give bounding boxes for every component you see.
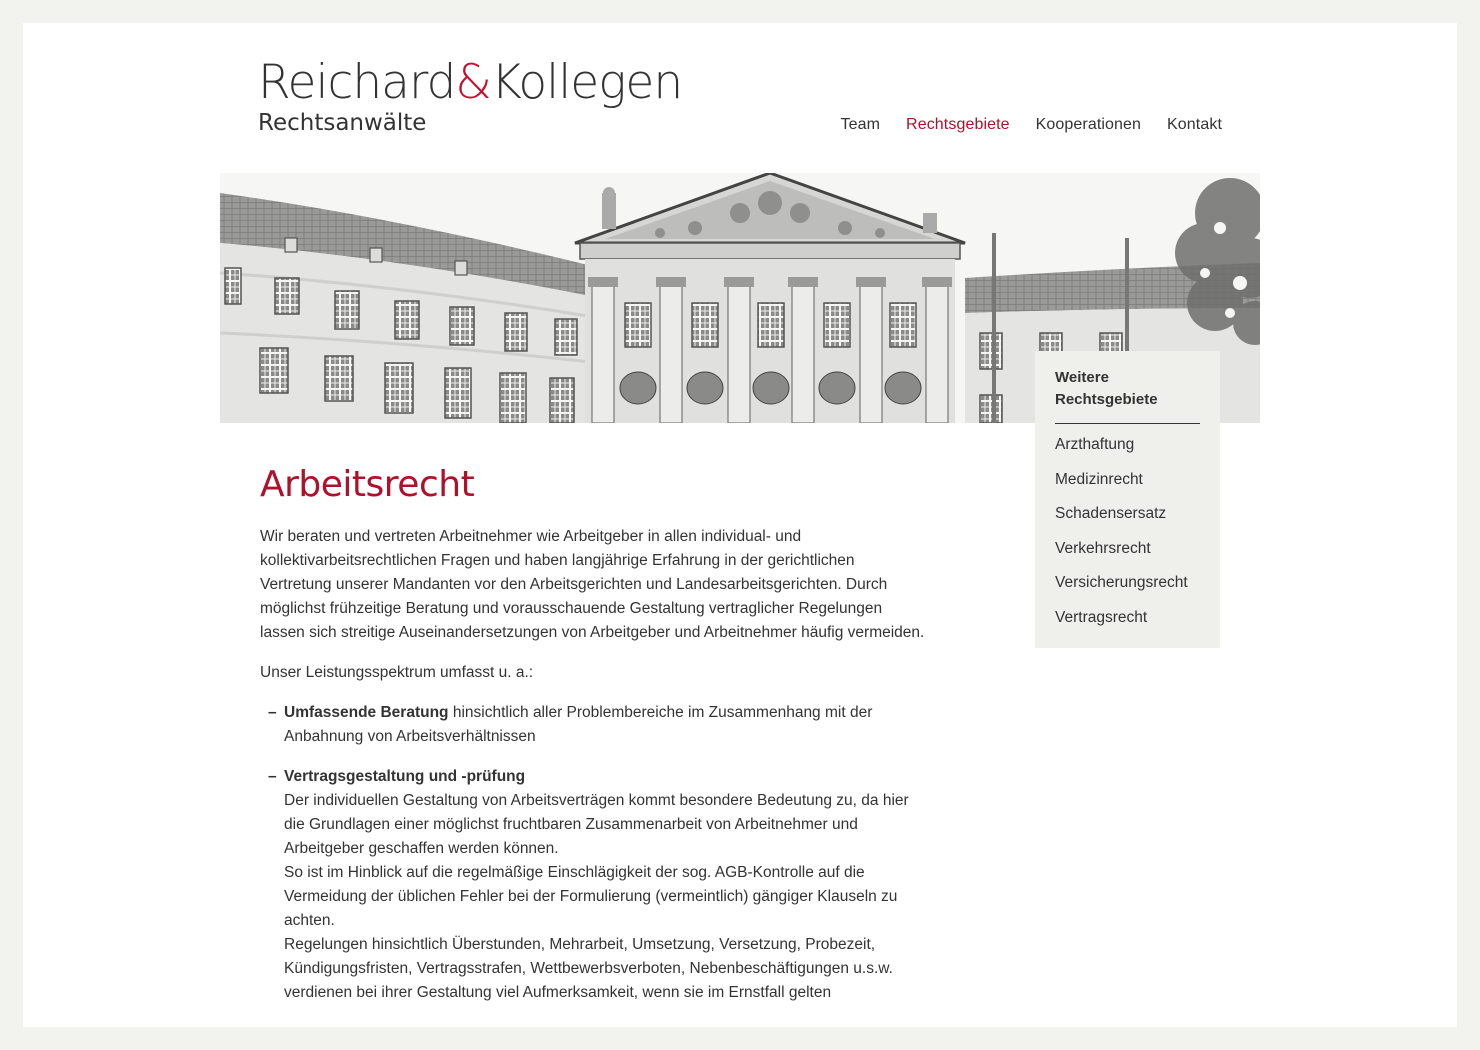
sidebar-item bbox=[1055, 540, 1220, 575]
sidebar-item bbox=[1055, 574, 1220, 609]
sidebar-link-vertragsrecht[interactable]: Vertragsrecht bbox=[1055, 608, 1148, 626]
spectrum-label: Unser Leistungsspektrum umfasst u. a.: bbox=[260, 664, 534, 681]
sidebar-link-versicherungsrecht[interactable]: Versicherungsrecht bbox=[1055, 574, 1188, 591]
page-title: Arbeitsrecht bbox=[260, 464, 475, 505]
list-item-paragraph: Der individuellen Gestaltung von Arbeitsverträgen kommt besondere Bedeutung zu, da hier die Grundlagen einer möglichst fruchtbaren Zusammenarbeit von Arbeitnehmer und Arbeitgeber geschaffen werden können. bbox=[284, 792, 909, 857]
logo-ampersand: & bbox=[455, 55, 491, 110]
sidebar-link-arzthaftung[interactable]: Arzthaftung bbox=[1055, 436, 1135, 453]
list-item bbox=[260, 701, 925, 749]
dash-bullet: – bbox=[268, 768, 277, 785]
sidebar-item bbox=[1055, 471, 1220, 506]
logo-name-part1: Reichard bbox=[258, 55, 456, 110]
page bbox=[23, 23, 1457, 1027]
services-list bbox=[260, 701, 925, 1005]
main-nav bbox=[841, 116, 1222, 134]
list-item-heading: Vertragsgestaltung und -prüfung bbox=[284, 768, 526, 785]
sidebar-item bbox=[1055, 505, 1220, 540]
logo-wordmark bbox=[258, 57, 682, 109]
sidebar-link-medizinrecht[interactable]: Medizinrecht bbox=[1055, 470, 1143, 488]
logo-tagline: Rechtsanwälte bbox=[258, 110, 427, 136]
logo[interactable] bbox=[258, 57, 682, 136]
sidebar-item bbox=[1055, 436, 1220, 471]
list-item-paragraph: Regelungen hinsichtlich Überstunden, Mehrarbeit, Umsetzung, Versetzung, Probezeit, Kündigungsfristen, Vertragsstrafen, Wettbewerbsverboten, Nebenbeschäftigungen u.s.w. verdienen bei ihrer Gestaltung viel Aufmerksamkeit, wenn sie im Ernstfall gelten bbox=[284, 936, 893, 1001]
main-content bbox=[260, 463, 925, 1021]
list-item-paragraph: So ist im Hinblick auf die regelmäßige Einschlägigkeit der sog. AGB-Kontrolle auf die Vermeidung der üblichen Fehler bei der Formulierung (vermeintlich) gängiger Klauseln zu achten. bbox=[284, 864, 898, 929]
nav-item-kontakt[interactable]: Kontakt bbox=[1167, 116, 1222, 133]
list-item-heading: Umfassende Beratung bbox=[284, 704, 449, 721]
intro-paragraph: Wir beraten und vertreten Arbeitnehmer wie Arbeitgeber in allen individual- und kollektivarbeitsrechtlichen Fragen und haben langjährige Erfahrung in der gerichtlichen Vertretung unserer Mandanten vor den Arbeitsgerichten und Landesarbeitsgerichten. Durch möglichst frühzeitige Beratung und vorausschauende Gestaltung vertraglicher Regelungen lassen sich streitige Auseinandersetzungen von Arbeitgeber und Arbeitnehmer häufig vermeiden. bbox=[260, 528, 925, 641]
dash-bullet: – bbox=[268, 704, 277, 721]
list-item bbox=[260, 765, 925, 1005]
sidebar-item bbox=[1055, 609, 1220, 644]
sidebar-title: Weitere Rechtsgebiete bbox=[1055, 367, 1200, 424]
sidebar-list bbox=[1055, 436, 1220, 643]
nav-item-rechtsgebiete[interactable]: Rechtsgebiete bbox=[906, 116, 1010, 133]
sidebar-link-schadensersatz[interactable]: Schadensersatz bbox=[1055, 505, 1167, 522]
sidebar-link-verkehrsrecht[interactable]: Verkehrsrecht bbox=[1055, 539, 1151, 557]
list-item-text: hinsichtlich aller Problembereiche im Zusammenhang mit der Anbahnung von Arbeitsverhältnissen bbox=[284, 704, 873, 745]
sidebar-related-areas bbox=[1035, 351, 1220, 648]
nav-item-team[interactable]: Team bbox=[840, 116, 881, 133]
logo-name-part2: Kollegen bbox=[490, 55, 683, 110]
nav-item-kooperationen[interactable]: Kooperationen bbox=[1035, 116, 1142, 133]
